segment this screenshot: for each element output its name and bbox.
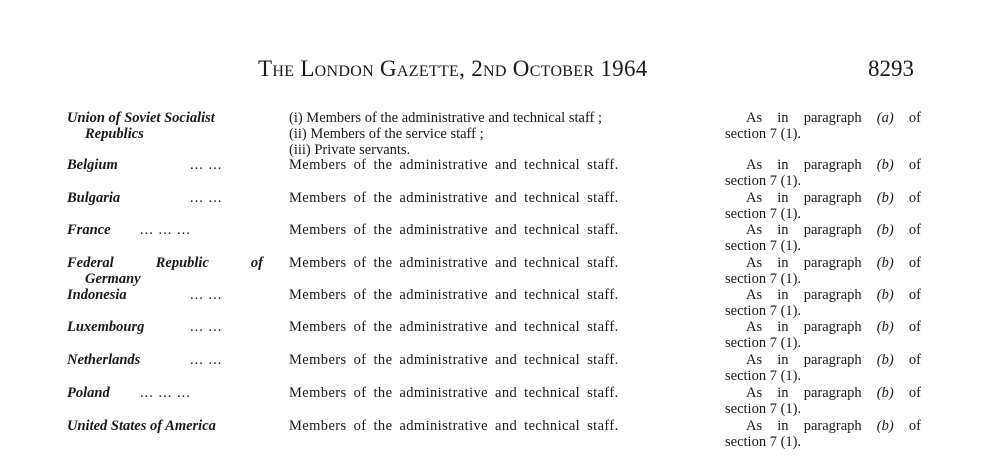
provision-cell: As in paragraph (a) of section 7 (1). [725,110,921,142]
provision-cell: As in paragraph (b) of section 7 (1). [725,190,921,222]
provision-cell: As in paragraph (b) of section 7 (1). [725,255,921,287]
country-cell: France ... ... ... [67,222,191,238]
provision-cell: As in paragraph (b) of section 7 (1). [725,157,921,189]
page-header [0,56,1000,90]
country-cell: Luxembourg ... ... [67,319,223,335]
country-cell: Bulgaria ... ... [67,190,223,206]
country-cell: United States of America [67,418,216,434]
provision-cell: As in paragraph (b) of section 7 (1). [725,352,921,384]
staff-cell: Members of the administrative and technical staff. [289,287,619,303]
provision-cell: As in paragraph (b) of section 7 (1). [725,418,921,450]
country-cell: Netherlands ... ... [67,352,223,368]
country-cell: Belgium ... ... [67,157,223,173]
gazette-title: The London Gazette, 2nd October 1964 [258,56,648,81]
provision-cell: As in paragraph (b) of section 7 (1). [725,385,921,417]
staff-cell: Members of the administrative and technical staff. [289,157,619,173]
country-cell: Indonesia ... ... [67,287,223,303]
staff-cell: Members of the administrative and technical staff. [289,418,619,434]
staff-cell: Members of the administrative and technical staff. [289,319,619,335]
country-cell: Union of Soviet Socialist Republics [67,110,215,142]
staff-cell: Members of the administrative and technical staff. [289,190,619,206]
country-cell: Poland ... ... ... [67,385,191,401]
provision-cell: As in paragraph (b) of section 7 (1). [725,319,921,351]
page-number: 8293 [868,56,914,81]
staff-cell: (i) Members of the administrative and technical staff ; (ii) Members of the service staff ; (iii) Private servants. [289,110,602,158]
provision-cell: As in paragraph (b) of section 7 (1). [725,287,921,319]
staff-cell: Members of the administrative and technical staff. [289,352,619,368]
staff-cell: Members of the administrative and technical staff. [289,385,619,401]
country-cell: Federal Republic of Germany [67,255,263,287]
provision-cell: As in paragraph (b) of section 7 (1). [725,222,921,254]
staff-cell: Members of the administrative and technical staff. [289,255,619,271]
staff-cell: Members of the administrative and technical staff. [289,222,619,238]
